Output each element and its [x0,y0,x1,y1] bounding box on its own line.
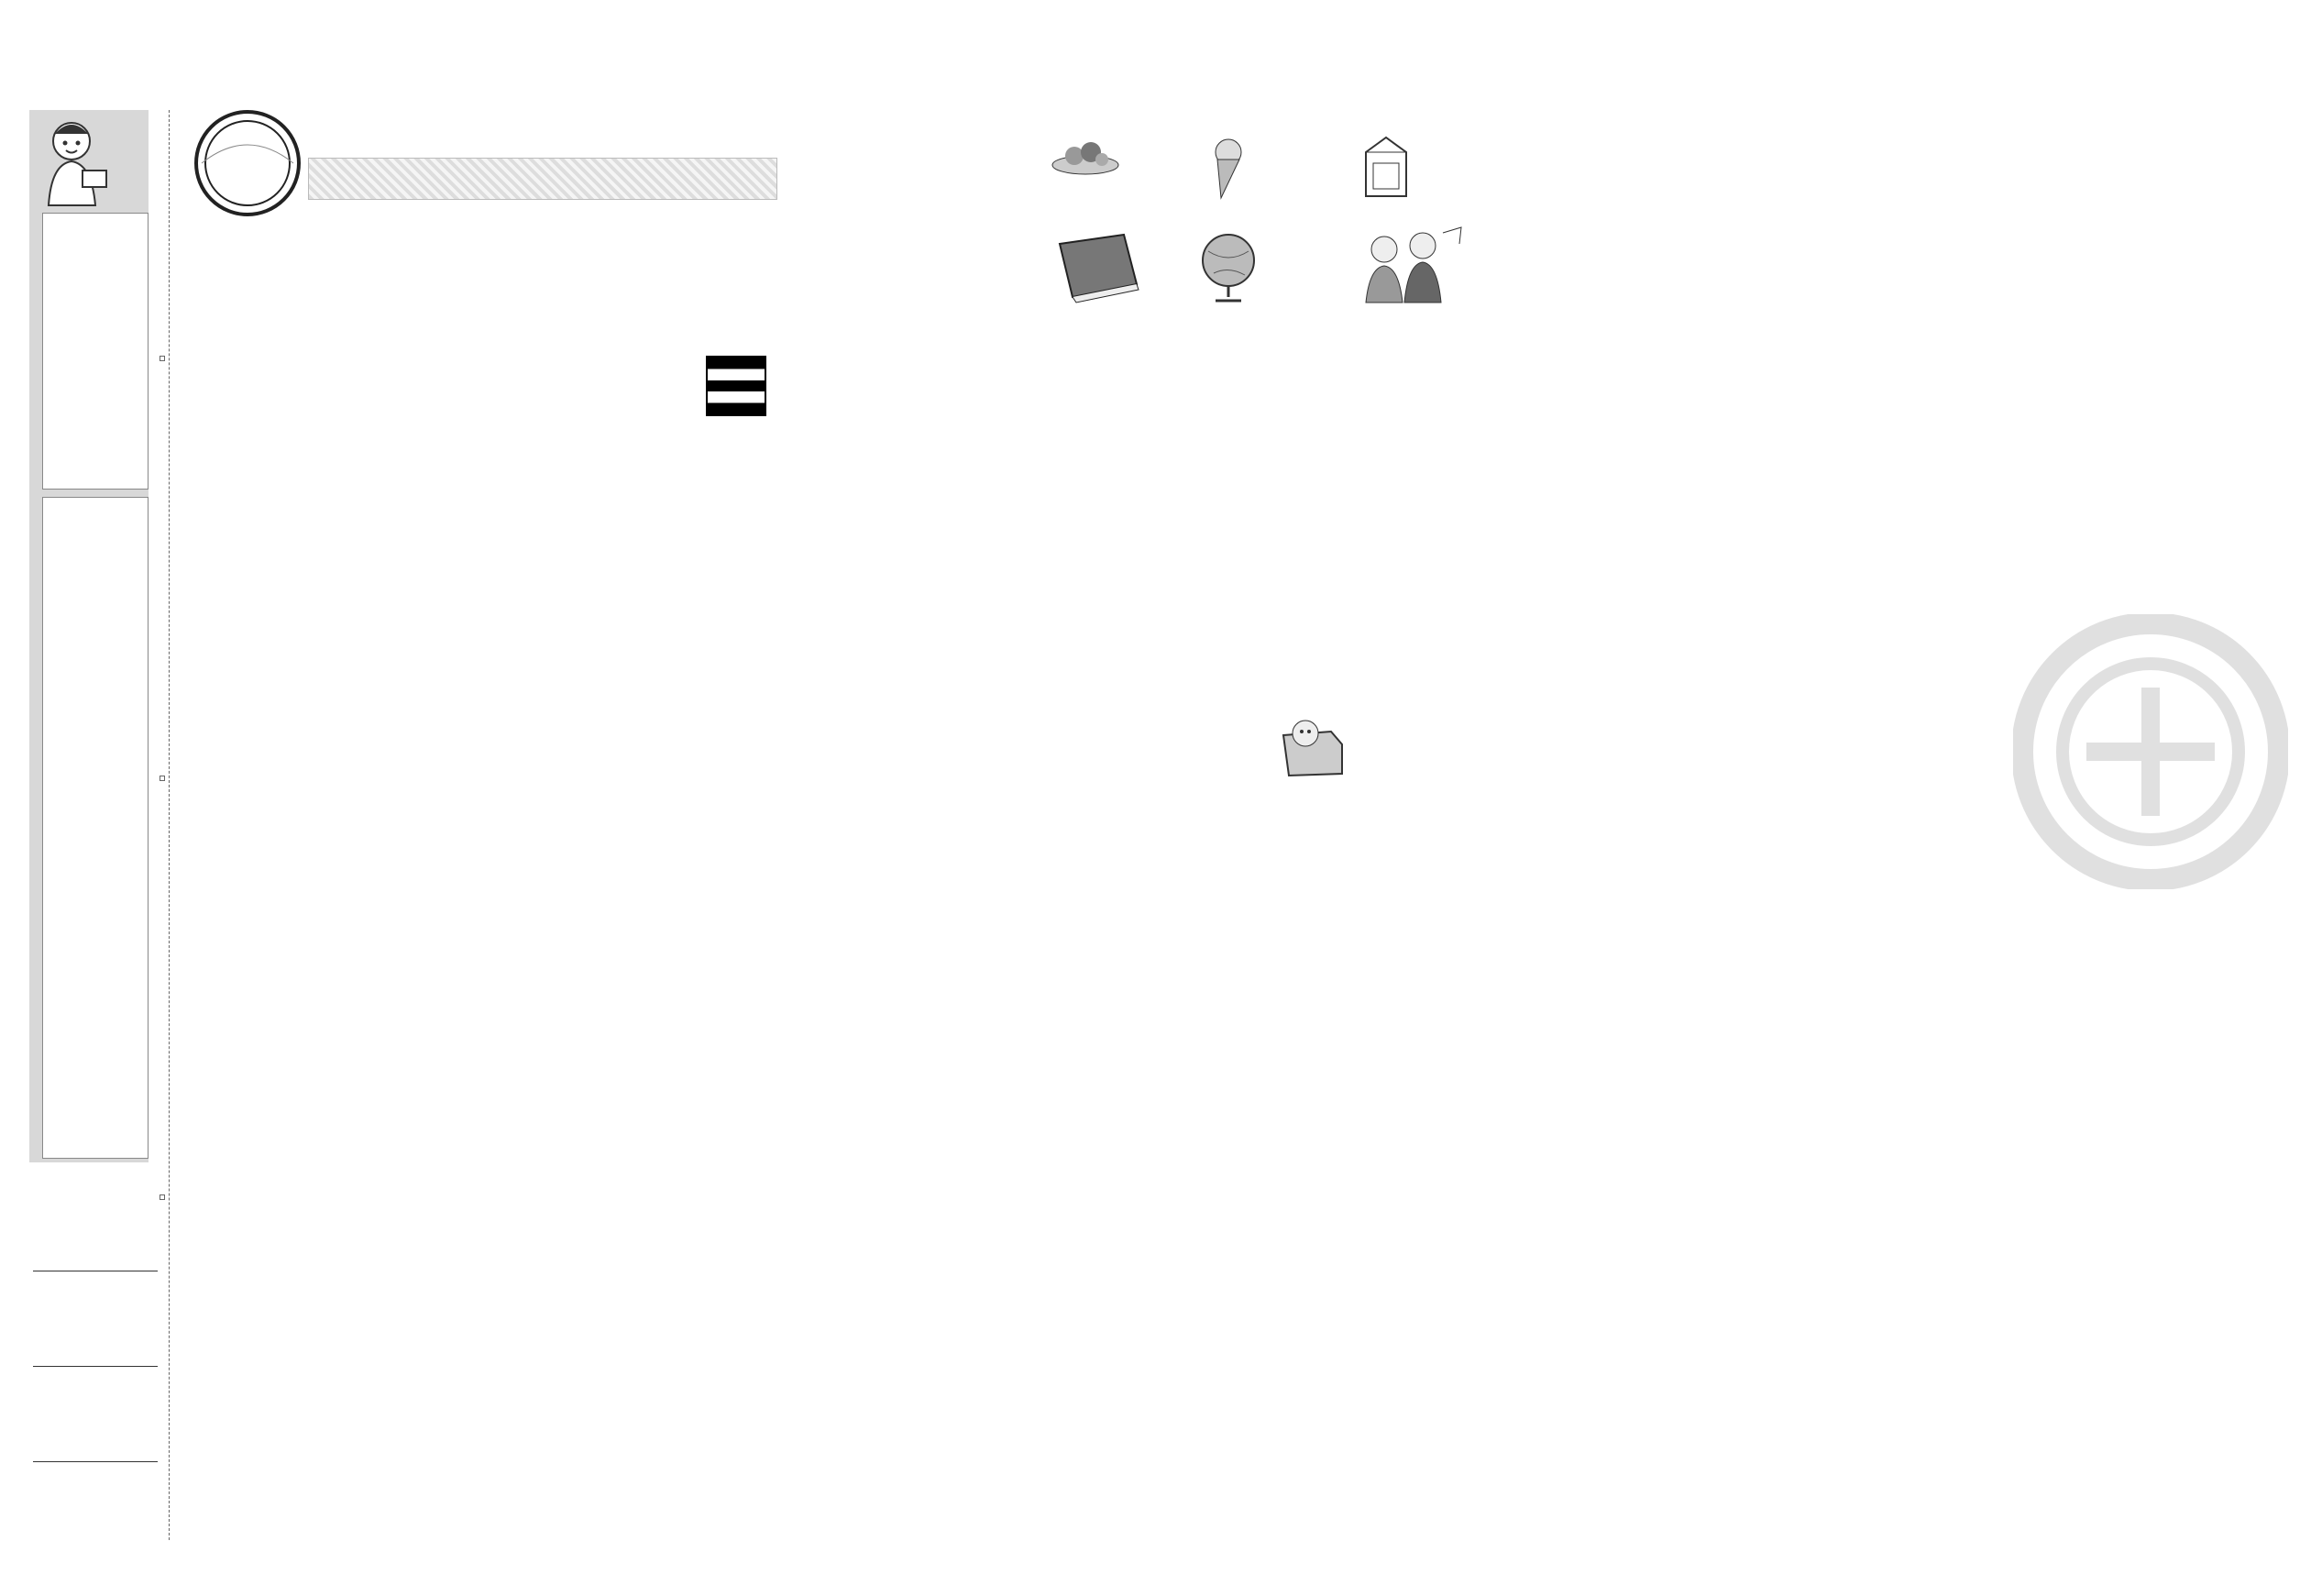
school-line[interactable] [33,1461,158,1462]
page-1-column [198,0,821,1596]
tips-box [42,497,149,1159]
binding-line [169,110,170,1540]
quote-box [42,213,149,490]
seal-mark-2 [160,776,165,781]
dog-box-icon [1276,713,1349,777]
class-line[interactable] [33,1366,158,1367]
cartoon-figure [35,114,114,213]
seal-mark-3 [160,1194,165,1200]
slogan [116,114,149,213]
seal-mark-1 [160,356,165,361]
page-2-column [886,0,1518,1596]
watermark-stamp [2013,614,2288,889]
